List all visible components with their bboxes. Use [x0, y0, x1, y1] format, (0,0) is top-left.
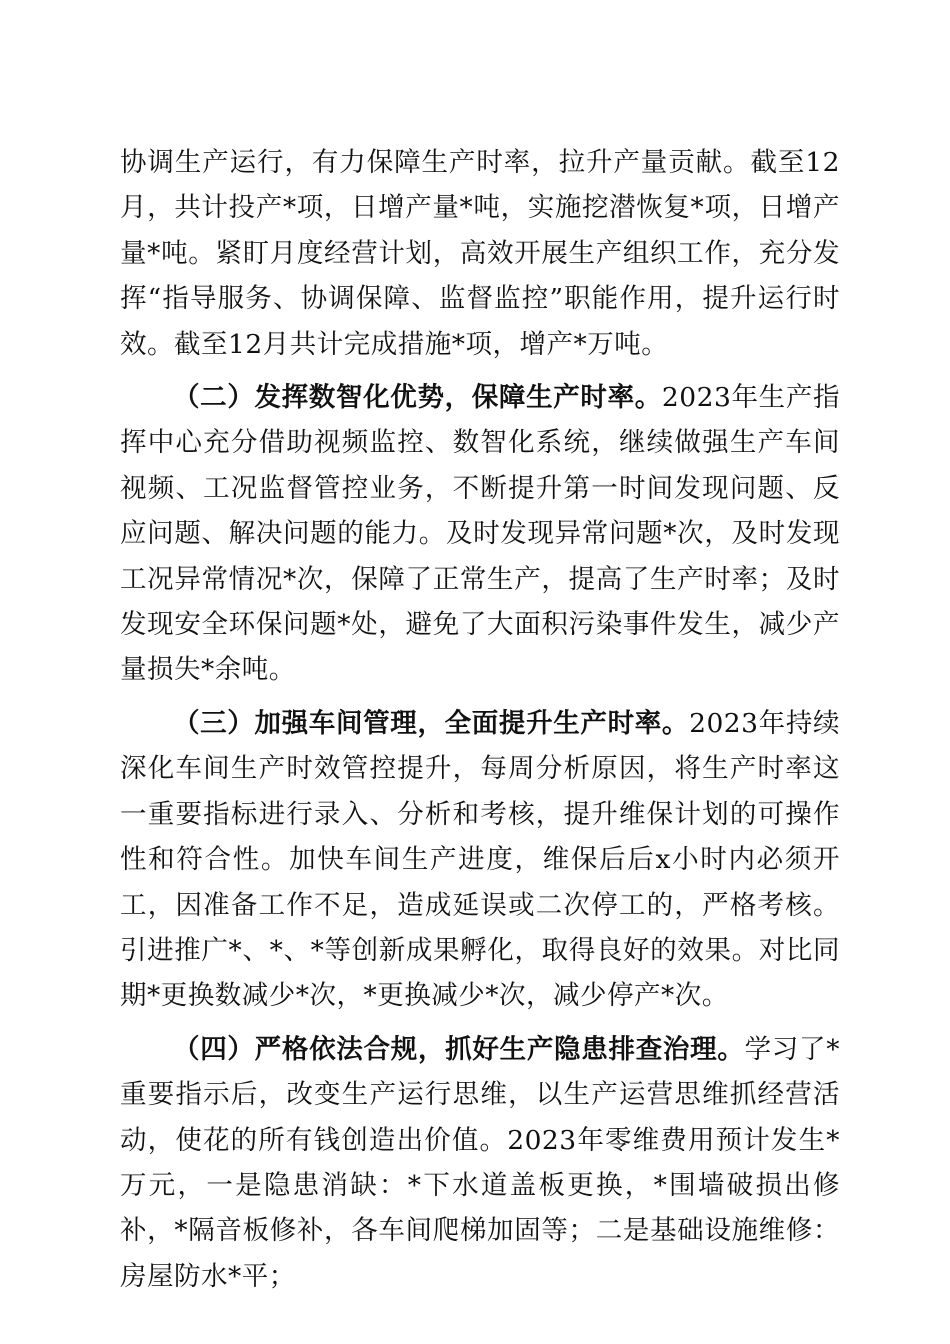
- section-4-heading: （四）严格依法合规，抓好生产隐患排查治理。: [173, 1033, 745, 1065]
- paragraph-section-3: [120, 701, 840, 1019]
- section-2-heading: （二）发挥数智化优势，保障生产时率。: [173, 382, 662, 414]
- section-3-heading: （三）加强车间管理，全面提升生产时率。: [173, 707, 690, 739]
- paragraph-section-2: [120, 375, 840, 693]
- paragraph-1-body: 协调生产运行，有力保障生产时率，拉升产量贡献。截至12月，共计投产*项，日增产量*吨，实施挖潜恢复*项，日增产量*吨。紧盯月度经营计划，高效开展生产组织工作，充分发挥“指导服务、协调保障、监督监控”职能作用，提升运行时效。截至12月共计完成措施*项，增产*万吨。: [120, 147, 840, 360]
- paragraph-continuation: [120, 140, 840, 367]
- section-3-body: 2023年持续深化车间生产时效管控提升，每周分析原因，将生产时率这一重要指标进行录入、分析和考核，提升维保计划的可操作性和符合性。加快车间生产进度，维保后后x小时内必须开工，因准备工作不足，造成延误或二次停工的，严格考核。引进推广*、*、*等创新成果孵化，取得良好的效果。对比同期*更换数减少*次，*更换减少*次，减少停产*次。: [120, 707, 841, 1012]
- section-4-body: 学习了*重要指示后，改变生产运行思维，以生产运营思维抓经营活动，使花的所有钱创造出价值。2023年零维费用预计发生*万元，一是隐患消缺：*下水道盖板更换，*围墙破损出修补，*隔音板修补，各车间爬梯加固等；二是基础设施维修：房屋防水*平；: [120, 1033, 840, 1292]
- paragraph-section-4: [120, 1027, 840, 1299]
- section-2-body: 2023年生产指挥中心充分借助视频监控、数智化系统，继续做强生产车间视频、工况监督管控业务，不断提升第一时间发现问题、反应问题、解决问题的能力。及时发现异常问题*次，及时发现工况异常情况*次，保障了正常生产，提高了生产时率；及时发现安全环保问题*处，避免了大面积污染事件发生，减少产量损失*余吨。: [120, 382, 840, 686]
- document-page: [120, 140, 840, 1299]
